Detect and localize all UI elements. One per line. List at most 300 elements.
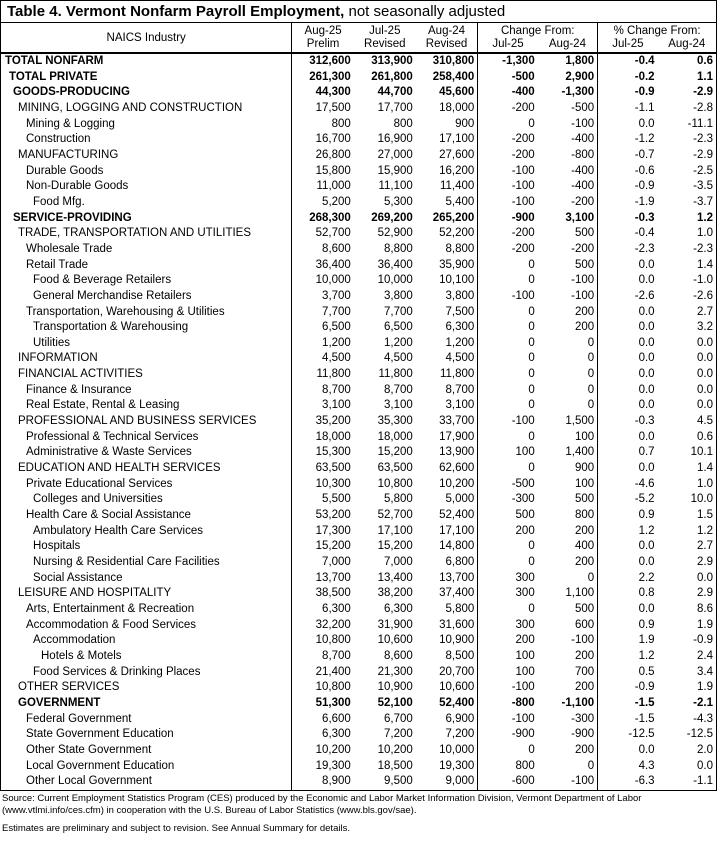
row-value: 300: [478, 571, 538, 587]
row-value: 13,700: [439, 571, 475, 584]
table-row: [1, 555, 717, 571]
row-value: -2.6: [693, 289, 713, 302]
row-value: -1.1: [598, 101, 658, 117]
preliminary-note: Estimates are preliminary and subject to revision. See Annual Summary for details.: [2, 822, 350, 834]
row-value: 100: [478, 649, 538, 665]
table-row: [1, 508, 717, 524]
row-value: 268,300: [292, 211, 354, 227]
row-value: 10,200: [439, 477, 475, 490]
row-value: 200: [574, 305, 595, 318]
row-value: 44,700: [377, 86, 413, 99]
row-label: Food Mfg.: [33, 195, 85, 208]
row-value: 0.0: [598, 336, 658, 352]
row-value: 21,300: [377, 665, 413, 678]
row-value: -200: [478, 132, 538, 148]
row-value: 52,400: [439, 696, 475, 709]
row-value: 200: [478, 524, 538, 540]
row-value: 15,200: [377, 540, 413, 553]
row-label: Hotels & Motels: [41, 649, 122, 662]
row-value: 7,200: [384, 728, 413, 741]
row-value: 0: [478, 336, 538, 352]
row-value: -1.2: [598, 132, 658, 148]
row-value: -500: [571, 101, 595, 114]
row-value: -100: [478, 414, 538, 430]
row-value: 11,800: [378, 368, 413, 381]
header-pct-aug24: Aug-24: [658, 38, 717, 53]
row-value: 15,200: [292, 539, 354, 555]
table-row: [1, 179, 717, 195]
row-label: OTHER SERVICES: [18, 681, 120, 694]
row-value: 0: [478, 273, 538, 289]
header-pct-change-from: % Change From:: [598, 23, 717, 39]
table-row: [1, 774, 717, 790]
row-value: 0.0: [697, 399, 713, 412]
row-value: 6,600: [292, 712, 354, 728]
row-value: 1.4: [697, 258, 713, 271]
row-value: 0.0: [598, 305, 658, 321]
row-value: 8,800: [445, 242, 475, 255]
row-label: MINING, LOGGING AND CONSTRUCTION: [18, 101, 243, 114]
row-value: -0.3: [598, 211, 658, 227]
row-value: 10,000: [377, 274, 413, 287]
row-value: 800: [393, 117, 413, 130]
row-value: -1,300: [478, 53, 538, 70]
table-row: [1, 477, 717, 493]
row-value: 1.2: [598, 524, 658, 540]
row-value: -400: [571, 180, 595, 193]
row-value: -1,100: [561, 696, 595, 709]
header-change-from: Change From:: [478, 23, 598, 39]
row-label: LEISURE AND HOSPITALITY: [18, 587, 172, 600]
row-value: 0.0: [598, 602, 658, 618]
row-value: 15,200: [377, 446, 413, 459]
header-jul25-top: Jul-25: [369, 25, 401, 37]
table-row: [1, 414, 717, 430]
table-row: [1, 665, 717, 681]
row-label: SERVICE-PROVIDING: [13, 211, 132, 224]
row-value: 313,900: [371, 55, 413, 67]
row-value: -900: [571, 728, 595, 741]
header-aug24-top: Aug-24: [428, 25, 466, 37]
row-value: -100: [478, 179, 538, 195]
row-value: 38,500: [292, 586, 354, 602]
row-value: 10,600: [377, 634, 413, 647]
row-value: 0.5: [598, 665, 658, 681]
row-label: Health Care & Social Assistance: [26, 509, 191, 522]
row-value: 4,500: [292, 351, 354, 367]
row-value: -100: [571, 274, 595, 287]
row-label: Federal Government: [26, 712, 132, 725]
row-value: -12.5: [598, 727, 658, 743]
row-value: -100: [571, 117, 595, 130]
row-value: 0: [587, 399, 595, 412]
row-value: 0: [587, 759, 595, 772]
table-row: [1, 602, 717, 618]
row-value: 6,800: [445, 556, 475, 568]
row-label: Retail Trade: [26, 258, 89, 271]
employment-table: [0, 22, 717, 790]
row-value: 0: [478, 383, 538, 399]
row-label: Other Local Government: [26, 775, 152, 788]
row-value: 0: [478, 539, 538, 555]
row-value: 500: [574, 258, 595, 271]
row-value: -200: [571, 242, 595, 255]
row-value: 18,000: [377, 430, 413, 443]
row-value: 36,400: [377, 258, 413, 271]
row-value: -4.6: [598, 477, 658, 493]
row-value: 3.4: [697, 665, 713, 678]
row-value: 100: [478, 445, 538, 461]
row-value: 0.0: [598, 743, 658, 759]
row-value: 0.0: [697, 759, 713, 772]
row-value: 1.1: [697, 70, 713, 83]
row-value: 0: [478, 398, 538, 414]
row-value: 62,600: [439, 462, 475, 475]
row-value: 0.0: [697, 352, 713, 365]
row-value: -200: [571, 195, 595, 208]
row-value: 2.9: [697, 556, 713, 568]
row-value: 7,700: [292, 305, 354, 321]
row-value: 312,600: [292, 53, 354, 70]
row-value: -6.3: [598, 774, 658, 790]
row-value: 27,000: [377, 148, 413, 161]
row-value: 261,800: [371, 70, 413, 83]
table-row: [1, 649, 717, 665]
row-label: TOTAL PRIVATE: [9, 70, 98, 83]
row-value: 17,500: [292, 101, 354, 117]
row-value: 1,200: [292, 336, 354, 352]
row-label: FINANCIAL ACTIVITIES: [18, 368, 143, 381]
row-value: 0.7: [598, 445, 658, 461]
row-value: 8,700: [445, 383, 475, 396]
table-row: [1, 211, 717, 227]
row-value: -1.1: [693, 775, 713, 788]
row-label: MANUFACTURING: [18, 148, 119, 161]
table-row: [1, 117, 717, 133]
row-value: 1.2: [598, 649, 658, 665]
row-value: 7,500: [445, 305, 475, 318]
row-value: 8,600: [384, 649, 413, 662]
row-value: 200: [574, 321, 595, 334]
table-row: [1, 242, 717, 258]
row-value: 0: [478, 351, 538, 367]
row-value: 52,200: [439, 227, 475, 240]
row-value: -400: [571, 133, 595, 146]
row-label: Colleges and Universities: [33, 493, 163, 506]
row-value: 8,700: [384, 383, 413, 396]
table-row: [1, 273, 717, 289]
row-value: 19,300: [292, 759, 354, 775]
row-label: Accommodation: [33, 634, 116, 647]
row-value: 500: [478, 508, 538, 524]
row-value: 36,400: [292, 258, 354, 274]
row-value: 2.7: [697, 305, 713, 318]
row-value: 0: [587, 352, 595, 365]
row-value: 1,200: [445, 336, 475, 349]
row-value: 5,800: [384, 493, 413, 506]
row-value: 63,500: [377, 462, 413, 475]
row-label: TRADE, TRANSPORTATION AND UTILITIES: [18, 227, 252, 240]
row-label: EDUCATION AND HEALTH SERVICES: [18, 462, 221, 475]
row-value: 3,700: [292, 289, 354, 305]
row-value: 0: [587, 383, 595, 396]
row-value: 200: [574, 681, 595, 694]
row-value: 5,000: [445, 493, 475, 506]
row-value: 400: [574, 540, 595, 553]
row-value: 2.0: [697, 743, 713, 756]
row-value: 26,800: [292, 148, 354, 164]
row-value: 18,000: [439, 101, 475, 114]
row-label: Accommodation & Food Services: [26, 618, 197, 631]
row-value: 31,600: [439, 618, 475, 631]
row-value: -900: [478, 727, 538, 743]
row-value: 0: [478, 367, 538, 383]
row-value: -0.2: [598, 70, 658, 86]
table-row: [1, 320, 717, 336]
row-value: 8,500: [445, 649, 475, 662]
row-value: -2.6: [598, 289, 658, 305]
table-row: [1, 101, 717, 117]
row-value: 0: [587, 571, 595, 584]
row-value: 0: [478, 602, 538, 618]
row-value: 10.1: [690, 446, 713, 459]
row-value: -800: [478, 696, 538, 712]
row-value: 258,400: [432, 70, 475, 83]
row-value: 3,100: [565, 211, 595, 224]
row-value: 300: [478, 618, 538, 634]
row-label: Wholesale Trade: [26, 242, 113, 255]
table-row: [1, 586, 717, 602]
row-value: -0.4: [598, 53, 658, 70]
row-value: 15,800: [292, 164, 354, 180]
row-value: -100: [571, 634, 595, 647]
row-value: 0.0: [697, 383, 713, 396]
row-label: Other State Government: [26, 743, 152, 756]
header-aug25-bottom: Prelim: [292, 38, 354, 53]
row-value: 52,700: [377, 509, 413, 522]
row-value: 900: [455, 117, 475, 130]
row-value: 7,000: [384, 556, 413, 568]
row-value: -0.9: [693, 634, 713, 647]
row-value: 32,200: [292, 618, 354, 634]
row-value: -200: [478, 101, 538, 117]
row-value: 0.0: [598, 430, 658, 446]
row-value: -0.7: [598, 148, 658, 164]
row-value: -0.4: [598, 226, 658, 242]
row-label: GOODS-PRODUCING: [13, 86, 130, 99]
row-value: 100: [574, 430, 595, 443]
row-label: Social Assistance: [33, 571, 123, 584]
row-value: 0.0: [598, 367, 658, 383]
row-value: 16,700: [292, 132, 354, 148]
row-value: 52,100: [377, 696, 413, 709]
row-value: 35,200: [292, 414, 354, 430]
row-value: 8,700: [292, 383, 354, 399]
row-value: 3,800: [445, 289, 475, 302]
row-value: 16,900: [377, 133, 413, 146]
row-label: Administrative & Waste Services: [26, 446, 192, 459]
row-value: 3.2: [697, 321, 713, 334]
table-row: [1, 571, 717, 587]
row-value: 265,200: [432, 211, 475, 224]
row-value: 200: [574, 524, 595, 537]
row-label: Durable Goods: [26, 164, 104, 177]
row-label: Local Government Education: [26, 759, 175, 772]
row-value: -3.5: [693, 180, 713, 193]
row-value: 16,200: [439, 164, 475, 177]
row-value: 10,900: [439, 634, 475, 647]
row-value: 0.0: [598, 273, 658, 289]
row-value: 0.0: [598, 383, 658, 399]
row-value: 200: [478, 633, 538, 649]
row-value: 0.0: [598, 398, 658, 414]
row-value: 21,400: [292, 665, 354, 681]
row-value: 0.0: [598, 555, 658, 571]
row-value: 51,300: [292, 696, 354, 712]
row-value: 10,600: [439, 681, 475, 694]
row-value: 11,100: [378, 180, 413, 193]
table-row: [1, 148, 717, 164]
row-value: 14,800: [439, 540, 475, 553]
row-value: 9,500: [384, 775, 413, 788]
row-value: -400: [571, 164, 595, 177]
table-row: [1, 492, 717, 508]
row-value: 1,800: [565, 55, 595, 67]
row-value: -200: [478, 226, 538, 242]
row-value: 63,500: [292, 461, 354, 477]
table-row: [1, 461, 717, 477]
row-value: 17,100: [439, 133, 475, 146]
header-change-jul25: Jul-25: [478, 38, 538, 53]
row-value: 4.5: [697, 415, 713, 428]
row-value: 18,000: [292, 430, 354, 446]
row-value: -2.1: [693, 696, 713, 709]
row-value: 1.0: [697, 227, 713, 240]
table-row: [1, 759, 717, 775]
row-value: 17,100: [377, 524, 413, 537]
row-value: -300: [571, 712, 595, 725]
header-jul25-bottom: Revised: [354, 38, 416, 53]
table-row: [1, 633, 717, 649]
row-value: 10,200: [292, 743, 354, 759]
row-value: 31,900: [377, 618, 413, 631]
table-row: [1, 336, 717, 352]
row-value: 10,300: [292, 477, 354, 493]
row-value: 0.0: [697, 336, 713, 349]
table-row: [1, 351, 717, 367]
row-value: 100: [574, 477, 595, 490]
header-pct-jul25: Jul-25: [598, 38, 658, 53]
row-label: TOTAL NONFARM: [5, 55, 104, 67]
row-value: 2.4: [697, 649, 713, 662]
row-value: 8,600: [292, 242, 354, 258]
row-value: 44,300: [292, 85, 354, 101]
row-value: -1.5: [598, 712, 658, 728]
table-row: [1, 305, 717, 321]
row-label: Arts, Entertainment & Recreation: [26, 602, 195, 615]
row-value: 6,300: [445, 321, 475, 334]
row-label: State Government Education: [26, 728, 174, 741]
row-value: 11,400: [439, 180, 475, 193]
row-value: 6,700: [384, 712, 413, 725]
row-value: -2.3: [693, 133, 713, 146]
row-value: -600: [478, 774, 538, 790]
row-value: 200: [574, 556, 595, 568]
row-value: 15,300: [292, 445, 354, 461]
row-value: 600: [574, 618, 595, 631]
row-value: -200: [478, 148, 538, 164]
row-value: 15,900: [377, 164, 413, 177]
header-industry: NAICS Industry: [1, 23, 292, 54]
row-value: 0: [478, 117, 538, 133]
source-note: Source: Current Employment Statistics Program (CES) produced by the Economic and Labor Market Information Division, Vermont Department of Labor (www.vtlmi.info/ces.cfm) in cooperation with the U.S. Bureau of Labor Statistics (www.bls.gov/sae).: [0, 790, 717, 817]
table-row: [1, 696, 717, 712]
row-value: 0.0: [598, 320, 658, 336]
row-value: 800: [292, 117, 354, 133]
row-value: 11,800: [292, 367, 354, 383]
row-value: -2.9: [693, 148, 713, 161]
row-value: 200: [574, 743, 595, 756]
row-value: 1.9: [598, 633, 658, 649]
row-value: 5,500: [292, 492, 354, 508]
row-value: -2.9: [693, 86, 713, 99]
table-row: [1, 618, 717, 634]
row-value: 2.7: [697, 540, 713, 553]
row-value: 0.6: [697, 430, 713, 443]
row-label: Utilities: [33, 336, 71, 349]
row-value: 11,000: [292, 179, 354, 195]
row-value: 13,700: [292, 571, 354, 587]
table-body: [1, 53, 717, 790]
row-value: 7,200: [445, 728, 475, 741]
table-row: [1, 85, 717, 101]
row-value: -0.9: [598, 179, 658, 195]
row-label: Professional & Technical Services: [26, 430, 199, 443]
row-value: -5.2: [598, 492, 658, 508]
row-value: 269,200: [371, 211, 413, 224]
row-value: -500: [478, 477, 538, 493]
row-label: INFORMATION: [18, 352, 98, 365]
row-value: 200: [574, 649, 595, 662]
row-value: 17,700: [377, 101, 413, 114]
row-value: 800: [574, 509, 595, 522]
table-row: [1, 430, 717, 446]
row-value: -800: [571, 148, 595, 161]
table-row: [1, 289, 717, 305]
table-row: [1, 743, 717, 759]
row-value: 1.4: [697, 462, 713, 475]
row-value: 38,200: [377, 587, 413, 600]
row-value: -400: [478, 85, 538, 101]
table-row: [1, 524, 717, 540]
row-value: 0: [478, 320, 538, 336]
row-value: 0.9: [598, 618, 658, 634]
row-value: 2.2: [598, 571, 658, 587]
row-value: 52,400: [439, 509, 475, 522]
row-value: -500: [478, 70, 538, 86]
row-value: -1,300: [561, 86, 595, 99]
row-value: 6,300: [292, 727, 354, 743]
row-value: 300: [478, 586, 538, 602]
row-value: 3,100: [292, 398, 354, 414]
row-value: 3,800: [384, 289, 413, 302]
row-value: 10,800: [292, 633, 354, 649]
row-label: Mining & Logging: [26, 117, 115, 130]
row-value: 1,400: [565, 446, 595, 459]
row-value: 8,800: [384, 242, 413, 255]
row-value: 5,800: [445, 602, 475, 615]
table-row: [1, 258, 717, 274]
